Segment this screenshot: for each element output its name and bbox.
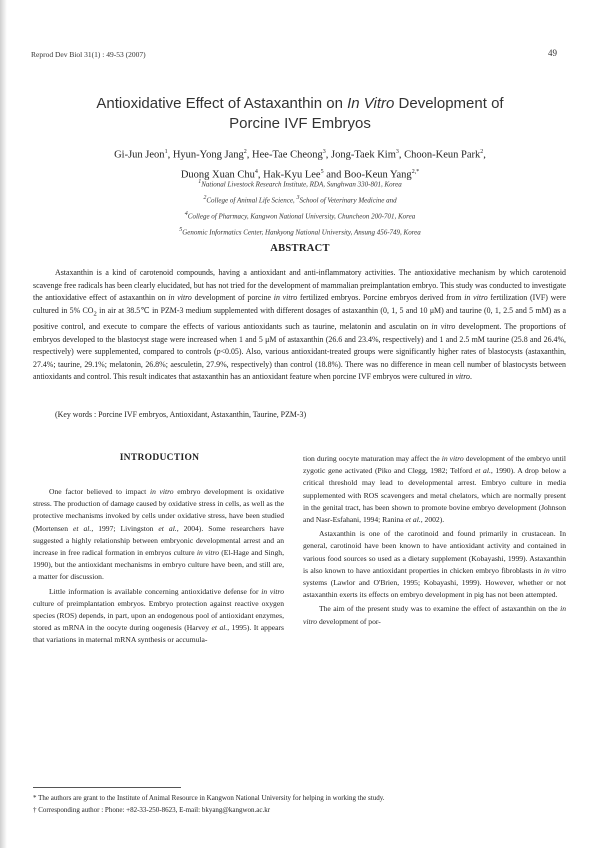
author-line-1 [60, 144, 540, 164]
paragraph-text: et al. [405, 515, 421, 525]
author-name: , Choon-Keun Park [398, 149, 481, 161]
paragraph-text: et al. [73, 523, 92, 533]
paragraph-text: in vitro [543, 565, 566, 575]
footnote-rule [33, 787, 181, 788]
abstract-text: in vitro [447, 372, 470, 382]
paragraph-text: in vitro [261, 586, 284, 596]
paragraph-text: in vitro [303, 604, 566, 626]
article-title [40, 94, 560, 134]
abstract-heading: ABSTRACT [270, 243, 330, 254]
title-line-1 [40, 94, 560, 114]
paragraph-text: , 1990). A drop below a critical threshold may lead to developmental arrest. Embryo culture in media supplemented with ROS scavengers and metal chelators, which are normally present in the genital tract, has been shown to promote bovine embryo development (Johnson and Nasr-Esfahani, 1994; Ranina [303, 466, 567, 525]
abstract-text: <0.05). Also, various antioxidant-treated groups were significantly higher rates of blastocysts (astaxanthin, 27.4%; taurine, 29.1%; melatonin, 26.8%; aesculetin, 27.9%, respectively) than control (18.8%). There was no difference in mean cell number of blastocysts between antioxidants and control. This result indicates that astaxanthin has an antioxidant feature when porcine IVF embryos were cultured [33, 347, 566, 382]
title-text-pre: Antioxidative Effect of Astaxanthin on [96, 95, 348, 112]
paragraph-text: et al. [158, 523, 177, 533]
affiliation-mark: 2 [203, 194, 207, 201]
author-affiliation-mark: 3 [395, 149, 399, 155]
paragraph-text: (El-Hage and Singh, 1990), but the antioxidant mechanisms in embryo culture have been, and still are, a matter for discussion. [33, 548, 285, 582]
footnote-corresponding-author: † Corresponding author : Phone: +82-33-250-8623, E-mail: bkyang@kangwon.ac.kr [33, 806, 271, 814]
paragraph-text: culture of preimplantation embryos. Embryo protection against reactive oxygen species (ROS) depends, in part, upon an endogenous pool of antioxidant enzymes, stored as mRNA in the oocyte during oogenesis (Harvey [33, 598, 284, 633]
abstract-text: in air at 38.5℃ in PZM-3 medium supplemented with different dosages of astaxanthin (0, 1, 5 and 10 μM) and taurine (0, 1, 2.5 and 5 mM) as a positive control, and execute to compare the effects of various antioxidants such as taurine, melatonin and asculatin on [33, 305, 566, 331]
paragraph-text: embryo development is oxidative stress. The production of damage caused by oxidative stress in cells, as well as the protective mechanisms invoked by cells under oxidative stress, have been studied (Mortensen [33, 487, 284, 533]
paragraph-text: development of the embryo until zygotic gene activated (Piko and Clegg, 1982; Telford [303, 454, 566, 476]
page-number: 49 [548, 48, 557, 58]
footnote-acknowledgement: * The authors are grant to the Institute of Animal Resource in Kangwon National University for helping in working the study. [33, 794, 385, 802]
scan-edge-shadow [0, 0, 7, 848]
affiliation-text: School of Veterinary Medicine and [299, 196, 397, 205]
abstract-text: in vitro [273, 293, 298, 303]
abstract-text: fertilization (IVF) were cultured in 5% CO [33, 293, 566, 315]
abstract-text: in vitro [464, 293, 488, 303]
affiliation-text: National Livestock Research Institute, RDA, Sunghwan 330-801, Korea [201, 180, 402, 189]
abstract-text: development of porcine [191, 293, 274, 303]
affiliations [60, 176, 540, 240]
affiliation-line [60, 208, 540, 224]
author-affiliation-mark: 2 [480, 149, 484, 155]
author-name: , Hee-Tae Cheong [246, 149, 323, 161]
paragraph-text: , 2004). Some researchers have suggested a highly relationship between embryonic developmental arrest and an increase in free radical formation in embryos culture [33, 523, 285, 558]
paragraph-text: One factor believed to impact [49, 487, 150, 496]
author-name: , [483, 149, 486, 161]
intro-left-column [33, 486, 284, 647]
paragraph-text: tion during oocyte maturation may affect the [303, 454, 442, 463]
title-text-italic: In Vitro [347, 95, 395, 112]
affiliation-mark: 1 [198, 179, 202, 185]
keywords: (Key words : Porcine IVF embryos, Antioxidant, Astaxanthin, Taurine, PZM-3) [55, 410, 307, 419]
abstract-text: Astaxanthin is a kind of carotenoid compounds, having a antioxidant and anti-inflammatory activities. The antioxidative mechanism by which carotenoid scavenge free radicals has been clearly elucidated, but has not tried for the development of mammalian preimplantation embryo. This study was conducted to investigate the antioxidative effect of astaxanthin on [33, 268, 566, 303]
affiliation-mark: 5 [179, 226, 183, 233]
intro-right-column [303, 453, 566, 628]
title-text-post: Development of [394, 95, 504, 112]
paragraph [33, 586, 284, 647]
journal-citation: Reprod Dev Biol 31(1) : 49-53 (2007) [31, 50, 146, 59]
affiliation-line [60, 176, 540, 192]
author-affiliation-mark: 2,* [411, 168, 420, 175]
abstract-text: p [216, 347, 221, 357]
author-name: Duong Xuan Chu [180, 169, 255, 180]
author-name: Gi-Jun Jeon [114, 149, 165, 161]
author-affiliation-mark: 5 [320, 168, 324, 175]
paragraph-text: in vitro [149, 487, 174, 496]
author-name: , Hyun-Yong Jang [167, 149, 244, 161]
affiliation-text: Genomic Informatics Center, Hankyong National University, Ansung 456-749, Korea [182, 228, 421, 237]
paragraph-text: , 1997; Livingston [91, 523, 159, 533]
abstract-text: fertilized embryos. Porcine embryos derived from [297, 293, 465, 303]
affiliation-text: College of Pharmacy, Kangwon National University, Chuncheon 200-701, Korea [187, 212, 416, 221]
author-name: , Jong-Taek Kim [325, 149, 396, 161]
author-affiliation-mark: 1 [164, 149, 168, 155]
paragraph-text: The aim of the present study was to examine the effect of astaxanthin on the [319, 604, 561, 614]
introduction-heading: INTRODUCTION [119, 453, 200, 463]
paragraph-text: in vitro [441, 454, 464, 463]
abstract-text: in vitro [168, 293, 192, 303]
paragraph-text: development of por- [317, 616, 381, 626]
affiliation-line [60, 224, 540, 240]
abstract-body [33, 267, 566, 384]
paragraph [33, 486, 284, 584]
abstract-text: . [469, 372, 472, 382]
paragraph-text: , 2002). [420, 515, 445, 525]
title-line-2: Porcine IVF Embryos [229, 115, 371, 132]
affiliation-mark: 4 [184, 210, 188, 217]
abstract-text: 2 [93, 310, 97, 318]
paragraph-text: Astaxanthin is one of the carotinoid and found primarily in crustacean. In general, carotinoid have been known to have antioxidant activity and contained in various food sources so used as a dietary supplement (Kobayashi, 1999). Astaxanthin is also known to have antioxidant properties in chicken embryo fibroblasts in [303, 529, 566, 575]
author-affiliation-mark: 3 [322, 149, 326, 155]
abstract-text: development. The proportions of embryos developed to the blastocyst stage were increased when 1 and 5 μM of astaxanthin (26.6 and 23.4%, respectively) and 1 and 2.5 mM taurine (25.8 and 26.4%, respectively) were supplemented, compared to controls ( [33, 321, 566, 357]
affiliation-text: College of Animal Life Science, [206, 196, 297, 205]
author-name: , Hak-Kyu Lee [257, 169, 321, 180]
paragraph-text: systems (Lawlor and O'Brien, 1995; Kobayashi, 1999). However, whether or not astaxanthin exerts its effects on embryo development in pig has not been attempted. [303, 578, 566, 600]
author-affiliation-mark: 4 [254, 168, 258, 175]
paragraph-text: et al. [211, 623, 228, 633]
paragraph [303, 528, 566, 601]
paragraph [303, 453, 566, 526]
author-affiliation-mark: 2 [243, 149, 247, 155]
paragraph-text: Little information is available concerning antioxidative defense for [49, 586, 262, 596]
paragraph [303, 603, 566, 627]
paragraph-text: , 1995). It appears that variations in maternal mRNA synthesis or accumula- [33, 623, 284, 645]
author-name: and Boo-Keun Yang [323, 169, 412, 180]
paragraph-text: in vitro [196, 548, 220, 558]
affiliation-mark: 3 [296, 194, 300, 201]
abstract-text: in vitro [431, 321, 456, 331]
paragraph-text: et al. [474, 466, 491, 476]
affiliation-line [60, 192, 540, 208]
